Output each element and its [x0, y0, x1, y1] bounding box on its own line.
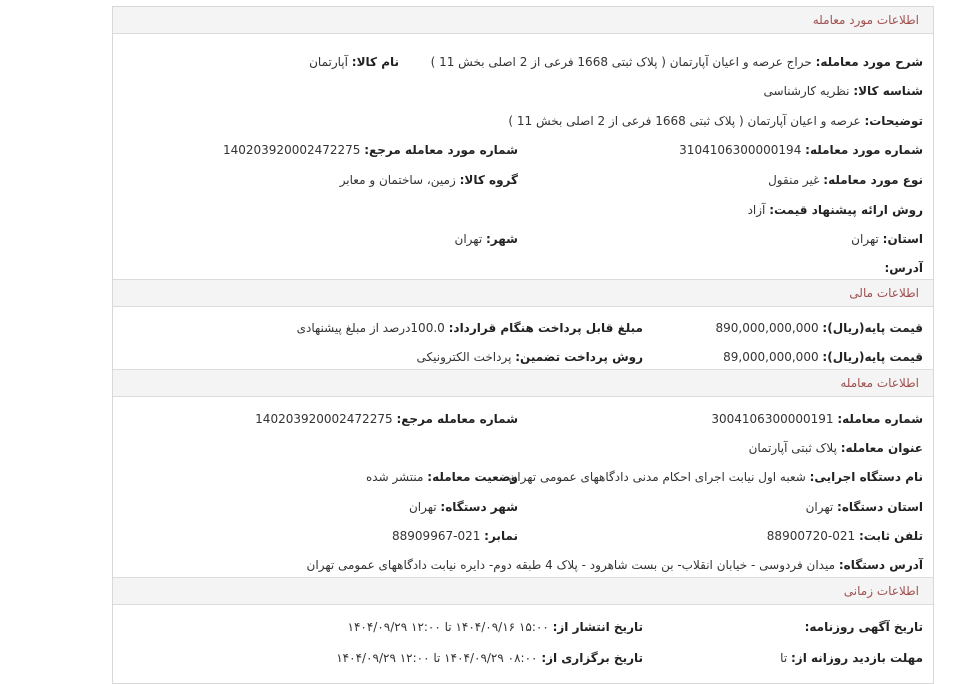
org-city: شهر دستگاه: تهران — [408, 500, 518, 514]
deal-number: شماره مورد معامله: 3104106300000194 — [679, 143, 923, 157]
publish-date: تاریخ انتشار از: ۱۵:۰۰ ۱۴۰۴/۰۹/۱۶ تا ۱۲:۰۰ ۱۴۰۴/۰۹/۲۹ — [347, 620, 643, 634]
phone: تلفن ثابت: 021-88900720 — [766, 529, 923, 543]
deal-description: شرح مورد معامله: حراج عرصه و اعیان آپارتمان ( پلاک ثبتی 1668 فرعی از 2 اصلی بخش 11 ) — [430, 55, 923, 69]
price-method: روش ارائه پیشنهاد قیمت: آزاد — [747, 203, 923, 217]
hold-date: تاریخ برگزاری از: ۰۸:۰۰ ۱۴۰۴/۰۹/۲۹ تا ۱۲:۰۰ ۱۴۰۴/۰۹/۲۹ — [336, 651, 643, 665]
transaction-number: شماره معامله: 3004106300000191 — [711, 412, 923, 426]
deal-type: نوع مورد معامله: غیر منقول — [768, 173, 923, 187]
goods-group: گروه کالا: زمین، ساختمان و معابر — [339, 173, 518, 187]
newspaper-date: تاریخ آگهی روزنامه: — [804, 620, 923, 634]
base-price: قیمت پایه(ریال): 890,000,000,000 — [715, 321, 923, 335]
goods-id: شناسه کالا: نظریه کارشناسی — [763, 84, 923, 98]
section-title: اطلاعات معامله — [840, 376, 919, 390]
section-timing — [113, 577, 933, 605]
base-price-2: قیمت پایه(ریال): 89,000,000,000 — [723, 350, 923, 364]
transaction-ref-number: شماره معامله مرجع: 140203920002472275 — [255, 412, 518, 426]
deal-details-panel — [112, 6, 934, 684]
section-title: اطلاعات مالی — [849, 286, 919, 300]
executive-org: نام دستگاه اجرایی: شعبه اول نیابت اجرای احکام مدنی دادگاههای عمومی تهران — [508, 470, 923, 484]
deal-notes: توضیحات: عرصه و اعیان آپارتمان ( پلاک ثبتی 1668 فرعی از 2 اصلی بخش 11 ) — [508, 114, 923, 128]
city: شهر: تهران — [454, 232, 518, 246]
org-province: استان دستگاه: تهران — [805, 500, 923, 514]
section-transaction — [113, 369, 933, 397]
section-title: اطلاعات مورد معامله — [812, 13, 919, 27]
ref-deal-number: شماره مورد معامله مرجع: 140203920002472275 — [222, 143, 518, 157]
province: استان: تهران — [851, 232, 923, 246]
goods-name: نام کالا: آپارتمان — [309, 55, 399, 69]
guarantee-method: روش پرداخت تضمین: پرداخت الکترونیکی — [416, 350, 643, 364]
daily-visit: مهلت بازدید روزانه از: تا — [780, 651, 923, 665]
transaction-title: عنوان معامله: پلاک ثبتی آپارتمان — [748, 441, 923, 455]
transaction-status: وضعیت معامله: منتشر شده — [365, 470, 518, 484]
contract-payment: مبلغ قابل پرداخت هنگام قرارداد: 100.0درصد از مبلغ پیشنهادی — [296, 321, 643, 335]
fax: نمابر: 021-88909967 — [392, 529, 518, 543]
section-deal-info — [113, 7, 933, 34]
address: آدرس: — [884, 261, 923, 275]
org-address: آدرس دستگاه: میدان فردوسی - خیابان انقلاب- بن بست شاهرود - پلاک 4 طبقه دوم- دایره نیابت دادگاههای عمومی تهران — [306, 558, 923, 572]
section-financial — [113, 279, 933, 307]
section-title: اطلاعات زمانی — [843, 584, 919, 598]
